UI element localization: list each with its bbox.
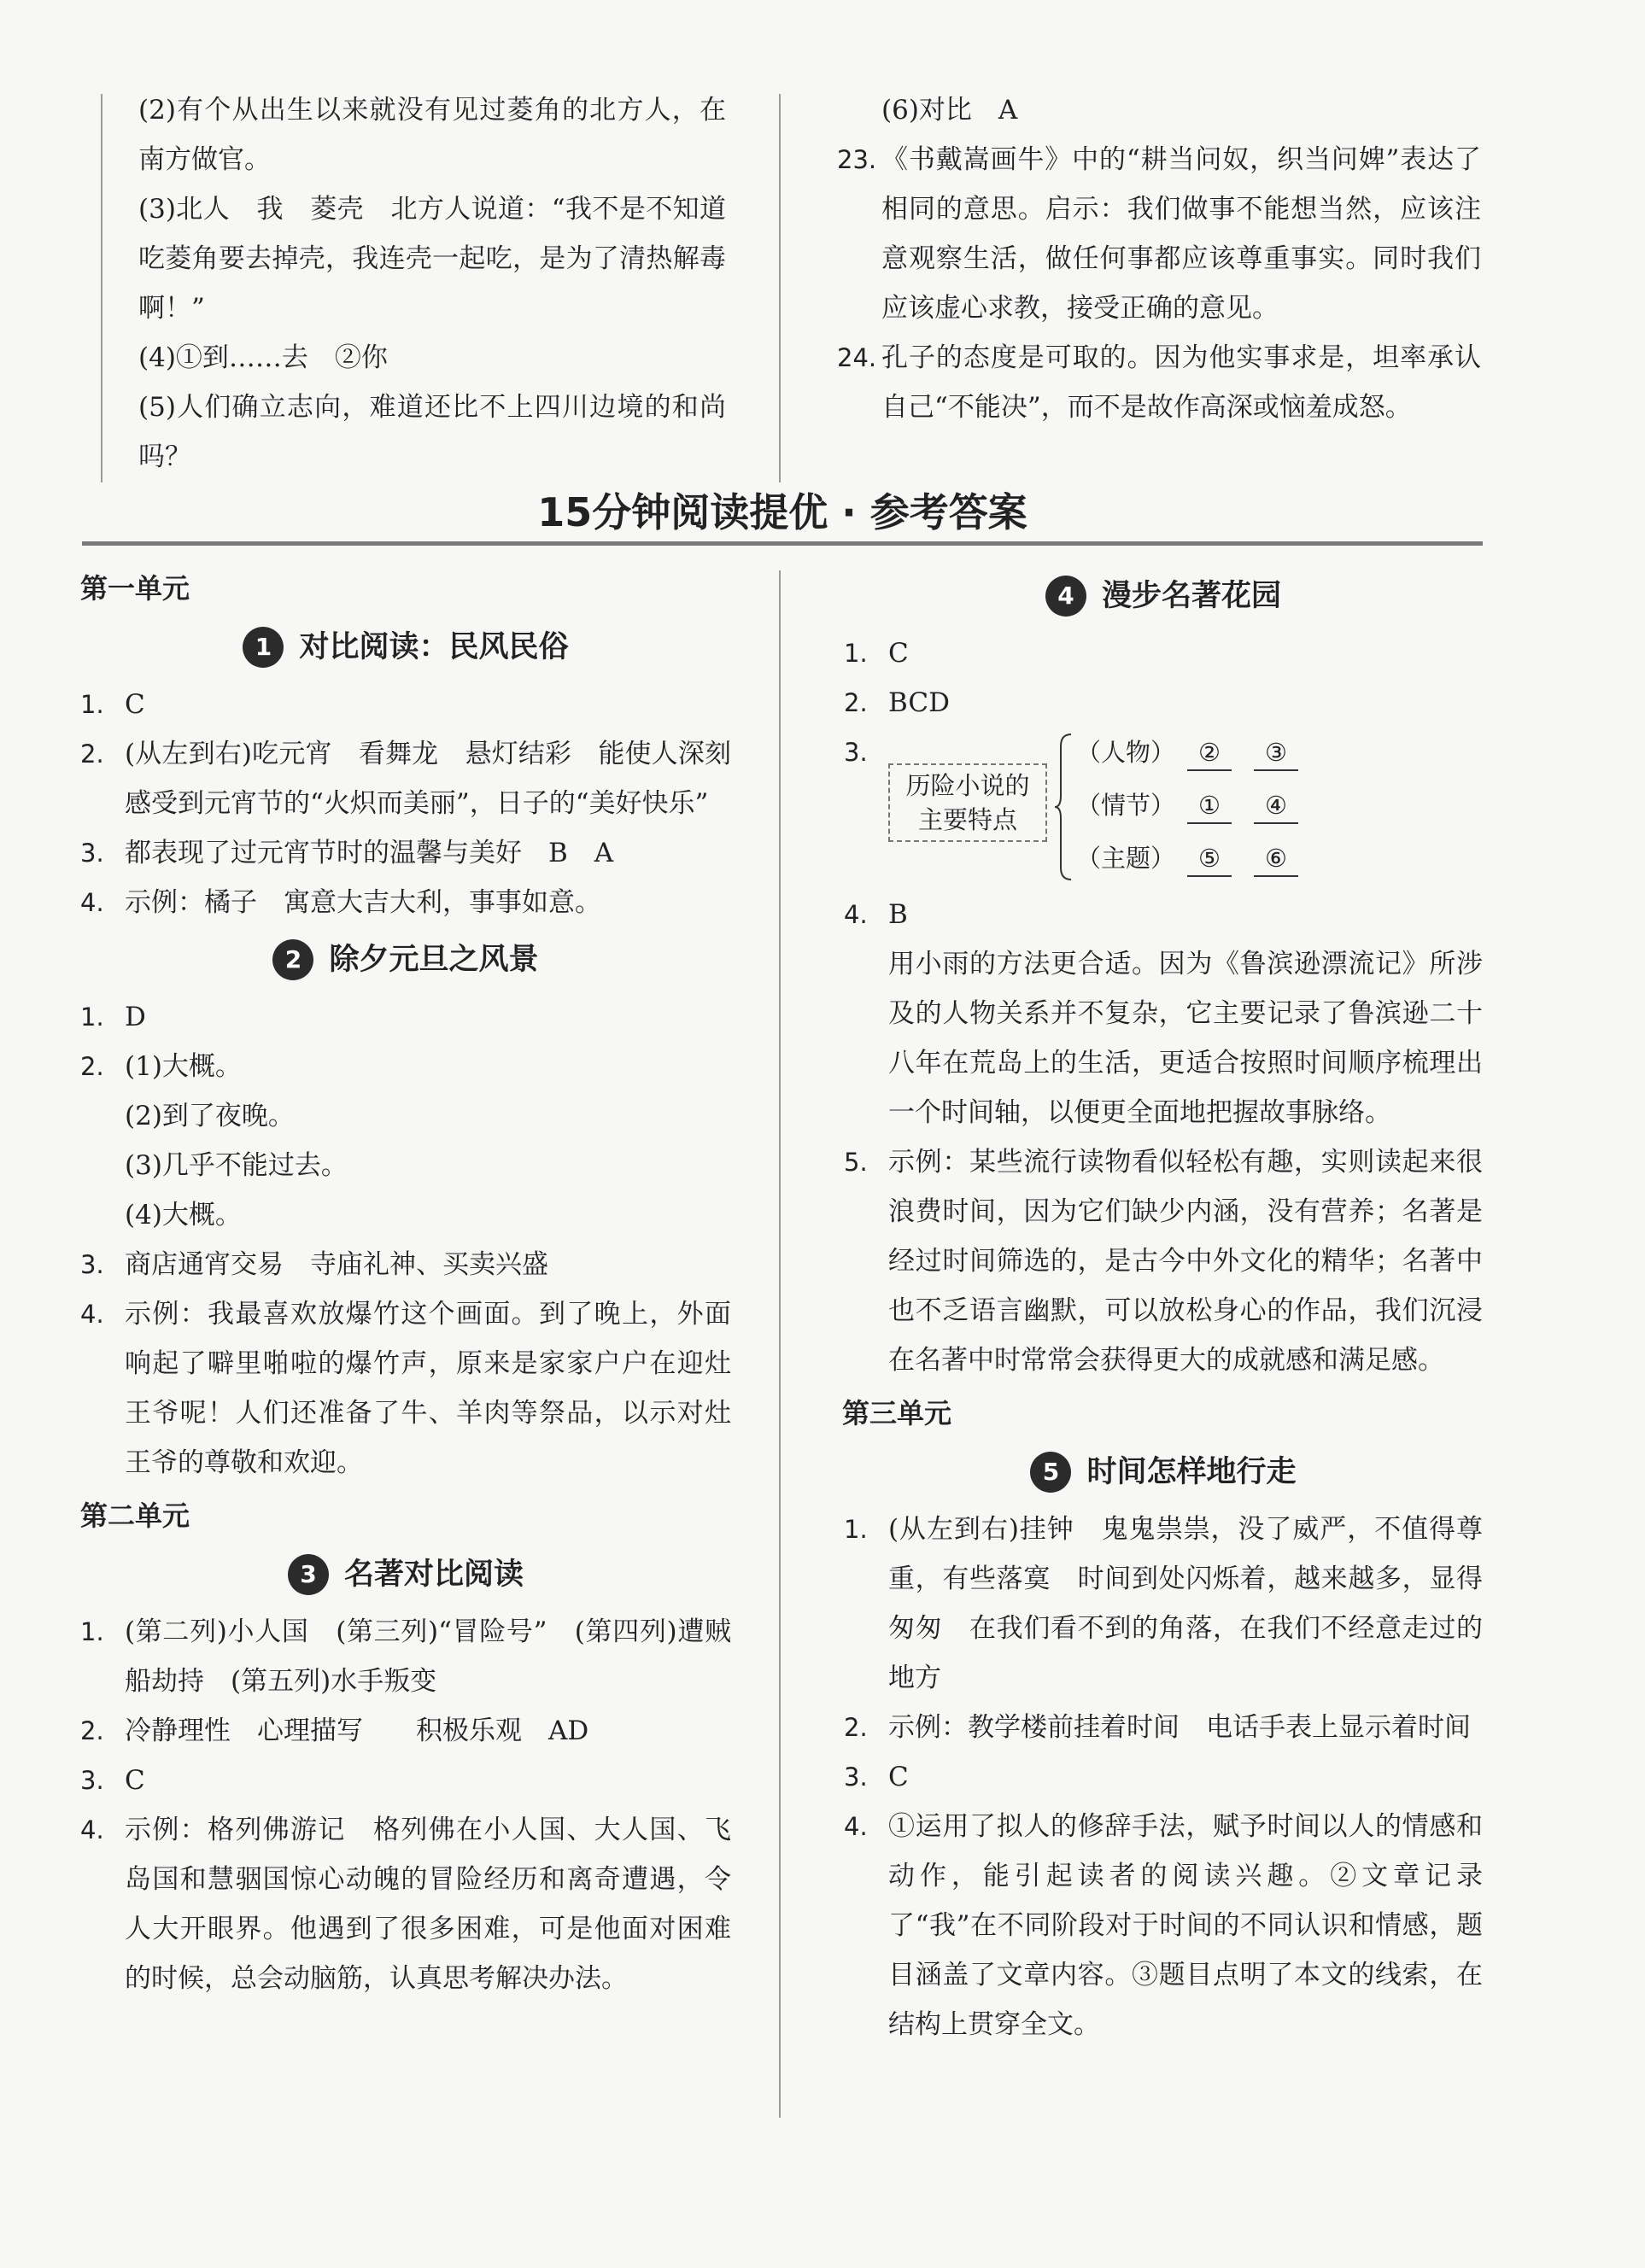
item-text: 示例：某些流行读物看似轻松有趣，实则读起来很浪费时间，因为它们缺少内涵，没有营养；名著是经过时间筛选的，是古今中外文化的精华；名著中也不乏语言幽默，可以放松身心的作品，我们沉浸在名著中时常常会获得更大的成就感和满足感。 xyxy=(888,1147,1483,1376)
s2-item-4 xyxy=(80,1289,731,1488)
top-left-item-2: (3)北人 我 菱壳 北方人说道：“我不是不知道吃菱角要去掉壳，我连壳一起吃，是为了清热解毒啊！” xyxy=(138,194,726,324)
s2-item-2 xyxy=(80,1042,731,1091)
section-number-badge: 4 xyxy=(1045,576,1086,617)
item-number: 1. xyxy=(80,1617,104,1646)
item-text: C xyxy=(125,689,145,720)
section-number-badge: 2 xyxy=(272,939,313,980)
item-number: 4. xyxy=(844,1812,868,1841)
s4-item-5 xyxy=(844,1137,1483,1385)
item-number: 1. xyxy=(844,1515,868,1544)
s2-item-2c xyxy=(80,1141,731,1190)
item-number: 4. xyxy=(80,1300,104,1329)
section-number-badge: 3 xyxy=(288,1554,329,1595)
item-text: 示例：我最喜欢放爆竹这个画面。到了晚上，外面响起了噼里啪啦的爆竹声，原来是家家户户在迎灶王爷呢！人们还准备了牛、羊肉等祭品，以示对灶王爷的尊敬和欢迎。 xyxy=(125,1299,731,1478)
top-left-item-3: (4)①到……去 ②你 xyxy=(138,342,388,373)
answer-blank: ① xyxy=(1187,788,1232,824)
item-number: 24. xyxy=(837,343,877,372)
top-left-item-1: (2)有个从出生以来就没有见过菱角的北方人，在南方做官。 xyxy=(138,95,726,175)
section-4-heading xyxy=(844,565,1483,627)
s2-item-3 xyxy=(80,1240,731,1289)
item-text: 用小雨的方法更合适。因为《鲁滨逊漂流记》所涉及的人物关系并不复杂，它主要记录了鲁滨逊二十八年在荒岛上的生活，更适合按照时间顺序梳理出一个时间轴，以便更全面地把握故事脉络。 xyxy=(888,949,1483,1128)
diagram-row-theme xyxy=(1076,833,1298,883)
unit-2-heading: 第二单元 xyxy=(80,1499,190,1532)
section-title: 时间怎样地行走 xyxy=(1086,1455,1297,1489)
s1-item-1 xyxy=(80,680,731,729)
row-label: （情节） xyxy=(1076,791,1176,820)
s2-item-2b xyxy=(80,1091,731,1141)
answer-blank: ② xyxy=(1187,735,1232,771)
s5-item-4 xyxy=(844,1802,1483,2049)
item-number: 3. xyxy=(844,738,868,767)
item-text: (第二列)小人国 (第三列)“冒险号” (第四列)遭贼船劫持 (第五列)水手叛变 xyxy=(125,1616,731,1697)
item-number: 1. xyxy=(844,639,868,668)
item-text: 《书戴嵩画牛》中的“耕当问奴，织当问婢”表达了相同的意思。启示：我们做事不能想当然，应该注意观察生活，做任何事都应该尊重事实。同时我们应该虚心求教，接受正确的意见。 xyxy=(881,144,1481,324)
brace-icon xyxy=(1054,733,1073,881)
s4-item-4 xyxy=(844,890,1483,939)
item-number: 5. xyxy=(844,1148,868,1177)
item-number: 4. xyxy=(80,1815,104,1844)
item-number: 23. xyxy=(837,145,877,174)
item-number: 2. xyxy=(844,1713,868,1742)
s3-item-2 xyxy=(80,1706,731,1756)
item-text: 都表现了过元宵节时的温馨与美好 B A xyxy=(125,838,614,868)
item-number: 2. xyxy=(80,1052,104,1081)
s3-item-3 xyxy=(80,1756,731,1805)
item-text: C xyxy=(125,1765,145,1796)
item-number: 4. xyxy=(80,888,104,917)
section-2-heading xyxy=(80,929,731,991)
item-number: 2. xyxy=(80,1716,104,1745)
section-title: 对比阅读：民风民俗 xyxy=(299,630,569,664)
title-rule xyxy=(82,541,1483,546)
section-number-badge: 5 xyxy=(1030,1452,1071,1493)
bottom-right-column xyxy=(844,564,1483,2049)
section-5-heading xyxy=(844,1441,1483,1503)
section-title: 除夕元旦之风景 xyxy=(329,943,539,977)
section-1-heading xyxy=(80,617,731,678)
item-number: 4. xyxy=(844,900,868,929)
answer-blank: ⑤ xyxy=(1187,841,1232,877)
item-text: 示例：橘子 寓意大吉大利，事事如意。 xyxy=(125,887,601,918)
item-text: (3)几乎不能过去。 xyxy=(125,1150,348,1181)
box-line-1: 历险小说的 xyxy=(905,771,1030,800)
item-text: 商店通宵交易 寺庙礼神、买卖兴盛 xyxy=(125,1249,548,1280)
item-text: BCD xyxy=(888,687,950,718)
diagram-row-plot xyxy=(1076,780,1298,830)
item-text: C xyxy=(888,1762,909,1792)
top-right-item-23 xyxy=(837,135,1481,333)
s4-item-2 xyxy=(844,678,1483,728)
top-right-column xyxy=(837,85,1481,432)
s1-item-4 xyxy=(80,878,731,927)
item-text: (4)大概。 xyxy=(125,1200,242,1230)
item-text: 冷静理性 心理描写 积极乐观 AD xyxy=(125,1716,589,1746)
features-box xyxy=(888,763,1047,842)
section-3-heading xyxy=(80,1544,731,1605)
item-number: 1. xyxy=(80,1002,104,1032)
item-number: 1. xyxy=(80,690,104,719)
item-text: 示例：教学楼前挂着时间 电话手表上显示着时间 xyxy=(888,1712,1471,1743)
answer-blank: ⑥ xyxy=(1254,841,1298,877)
item-text: 示例：格列佛游记 格列佛在小人国、大人国、飞岛国和慧骃国惊心动魄的冒险经历和离奇遭遇，令人大开眼界。他遇到了很多困难，可是他面对困难的时候，总会动脑筋，认真思考解决办法。 xyxy=(125,1815,731,1994)
bottom-left-column xyxy=(80,560,731,2003)
s4-item-4-explanation xyxy=(844,939,1483,1137)
section-number-badge: 1 xyxy=(243,627,284,668)
item-text: B xyxy=(888,899,908,930)
row-label: （主题） xyxy=(1076,844,1176,873)
item-number: 3. xyxy=(80,839,104,868)
answer-blank: ③ xyxy=(1254,735,1298,771)
item-text: (2)到了夜晚。 xyxy=(125,1101,295,1131)
s4-item-1 xyxy=(844,628,1483,678)
item-text: D xyxy=(125,1002,146,1032)
item-text: C xyxy=(888,638,909,669)
s3-item-1 xyxy=(80,1607,731,1706)
s2-item-1 xyxy=(80,992,731,1042)
item-text: (6)对比 A xyxy=(881,95,1018,126)
page-title: 15分钟阅读提优 · 参考答案 xyxy=(537,489,1027,535)
item-number: 3. xyxy=(80,1250,104,1279)
top-right-item-24 xyxy=(837,333,1481,432)
top-left-column xyxy=(94,85,726,482)
unit-3-heading: 第三单元 xyxy=(842,1397,952,1429)
diagram-row-characters xyxy=(1076,728,1298,777)
answer-blank: ④ xyxy=(1254,788,1298,824)
bottom-column-divider xyxy=(779,570,781,2118)
s3-item-4 xyxy=(80,1805,731,2003)
top-right-item-6 xyxy=(837,85,1481,135)
section-title: 名著对比阅读 xyxy=(343,1558,524,1592)
s1-item-2 xyxy=(80,729,731,828)
box-line-2: 主要特点 xyxy=(917,805,1017,834)
row-label: （人物） xyxy=(1076,738,1176,767)
s5-item-1 xyxy=(844,1505,1483,1703)
s5-item-3 xyxy=(844,1752,1483,1802)
section-title: 漫步名著花园 xyxy=(1101,579,1281,613)
s2-item-2d xyxy=(80,1190,731,1240)
item-number: 3. xyxy=(80,1766,104,1795)
item-text: (从左到右)吃元宵 看舞龙 悬灯结彩 能使人深刻感受到元宵节的“火炽而美丽”，日子的“美好快乐” xyxy=(125,739,731,819)
unit-1-heading: 第一单元 xyxy=(80,572,190,605)
item-number: 2. xyxy=(80,739,104,769)
item-text: ①运用了拟人的修辞手法，赋予时间以人的情感和动作，能引起读者的阅读兴趣。②文章记录了“我”在不同阶段对于时间的不同认识和情感，题目涵盖了文章内容。③题目点明了本文的线索，在结构上贯穿全文。 xyxy=(888,1811,1483,2040)
s5-item-2 xyxy=(844,1703,1483,1752)
top-left-item-4: (5)人们确立志向，难道还比不上四川边境的和尚吗？ xyxy=(138,392,726,472)
item-number: 2. xyxy=(844,688,868,717)
item-number: 3. xyxy=(844,1762,868,1792)
item-text: (1)大概。 xyxy=(125,1051,242,1082)
item-text: 孔子的态度是可取的。因为他实事求是，坦率承认自己“不能决”，而不是故作高深或恼羞成怒。 xyxy=(881,342,1481,423)
s1-item-3 xyxy=(80,828,731,878)
s4-item-3-diagram xyxy=(844,728,1483,890)
top-column-divider xyxy=(779,94,781,482)
item-text: (从左到右)挂钟 鬼鬼祟祟，没了威严，不值得尊重，有些落寞 时间到处闪烁着，越来越多，显得匆匆 在我们看不到的角落，在我们不经意走过的地方 xyxy=(888,1514,1483,1693)
